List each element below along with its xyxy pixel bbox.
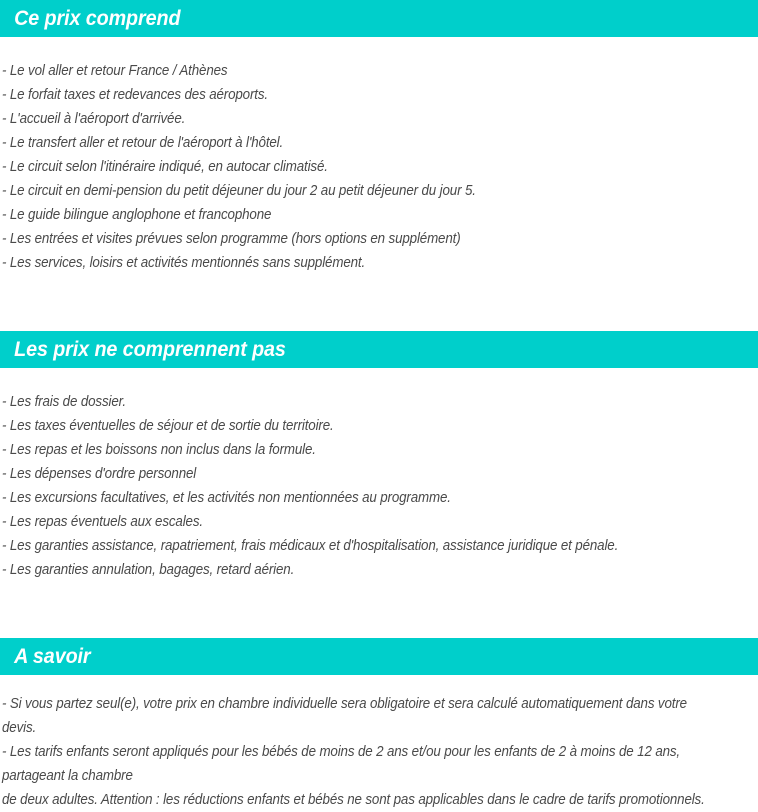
list-item: - Le circuit selon l'itinéraire indiqué, en autocar climatisé. <box>2 159 328 175</box>
paragraph-line: partageant la chambre <box>2 768 133 784</box>
section-header-to-know <box>0 638 758 675</box>
list-item: - Les repas éventuels aux escales. <box>2 514 203 530</box>
list-item: - Les garanties assistance, rapatriement, frais médicaux et d'hospitalisation, assistance juridique et pénale. <box>2 538 619 554</box>
list-item: - Les repas et les boissons non inclus dans la formule. <box>2 442 316 458</box>
section-included <box>0 0 758 275</box>
paragraph-line: - Les tarifs enfants seront appliqués pour les bébés de moins de 2 ans et/ou pour les enfants de 2 à moins de 12 ans, <box>2 744 681 760</box>
paragraph-line: devis. <box>2 720 37 736</box>
spacer-included-top <box>0 37 758 59</box>
section-body-included <box>0 59 758 275</box>
paragraph-line: de deux adultes. Attention : les réductions enfants et bébés ne sont pas applicables dans le cadre de tarifs promotionnels. <box>2 792 705 808</box>
spacer-to-know-top <box>0 675 758 692</box>
list-item: - Les taxes éventuelles de séjour et de sortie du territoire. <box>2 418 334 434</box>
section-not-included <box>0 331 758 582</box>
list-item: - Le guide bilingue anglophone et francophone <box>2 207 272 223</box>
spacer-between-sections-1-2 <box>0 275 758 331</box>
paragraph-line: - Si vous partez seul(e), votre prix en chambre individuelle sera obligatoire et sera calculé automatiquement dans votre <box>2 696 687 712</box>
section-header-included <box>0 0 758 37</box>
list-item: - Les excursions facultatives, et les activités non mentionnées au programme. <box>2 490 451 506</box>
section-title-to-know: A savoir <box>14 645 91 668</box>
section-header-not-included <box>0 331 758 368</box>
list-item: - Le vol aller et retour France / Athènes <box>2 63 228 79</box>
list-item: - Les entrées et visites prévues selon programme (hors options en supplément) <box>2 231 461 247</box>
section-title-included: Ce prix comprend <box>14 7 181 30</box>
spacer-between-sections-2-3 <box>0 582 758 638</box>
section-to-know <box>0 638 758 812</box>
list-item: - Les frais de dossier. <box>2 394 127 410</box>
section-body-not-included <box>0 390 758 582</box>
section-title-not-included: Les prix ne comprennent pas <box>14 338 286 361</box>
section-body-to-know <box>0 692 758 812</box>
list-item: - Les dépenses d'ordre personnel <box>2 466 197 482</box>
list-item: - Le transfert aller et retour de l'aéroport à l'hôtel. <box>2 135 284 151</box>
spacer-not-included-top <box>0 368 758 390</box>
list-item: - Les services, loisirs et activités mentionnés sans supplément. <box>2 255 366 271</box>
list-item: - L'accueil à l'aéroport d'arrivée. <box>2 111 186 127</box>
list-item: - Le forfait taxes et redevances des aéroports. <box>2 87 268 103</box>
list-item: - Les garanties annulation, bagages, retard aérien. <box>2 562 295 578</box>
list-item: - Le circuit en demi-pension du petit déjeuner du jour 2 au petit déjeuner du jour 5. <box>2 183 476 199</box>
